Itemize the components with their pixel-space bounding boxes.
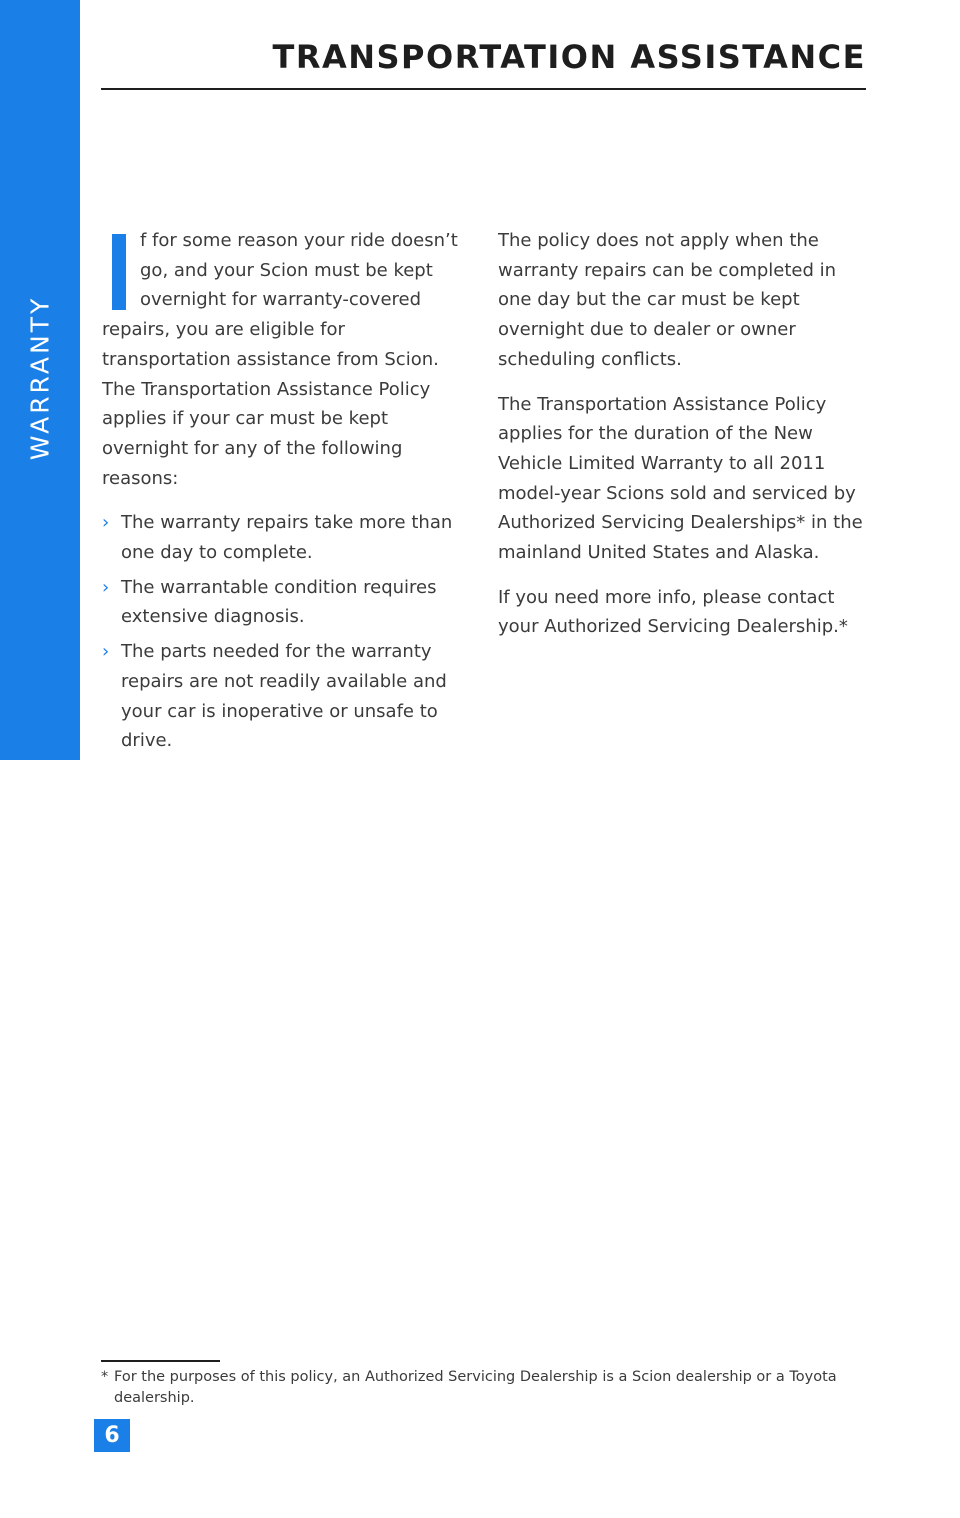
policy-duration-paragraph: The Transportation Assistance Policy applies for the duration of the New Vehicle Limited Warranty to all 2011 model-year Scions sold and serviced by Authorized Servicing Dealerships* in the mainland United States and Alaska.: [498, 393, 863, 564]
section-label: WARRANTY: [25, 295, 55, 461]
footnote-marker: *: [101, 1369, 109, 1385]
footnote: [101, 1367, 841, 1409]
list-item: [102, 637, 466, 756]
footnote-text: For the purposes of this policy, an Authorized Servicing Dealership is a Scion dealership or a Toyota dealership.: [114, 1369, 837, 1406]
right-column: [498, 226, 874, 657]
list-item-text: The warrantable condition requires extensive diagnosis.: [121, 576, 437, 628]
reasons-list: [102, 508, 466, 756]
list-item-text: The warranty repairs take more than one day to complete.: [121, 512, 453, 564]
chevron-right-icon: ›: [102, 641, 110, 663]
list-item: [102, 573, 466, 632]
contact-paragraph: If you need more info, please contact your Authorized Servicing Dealership.*: [498, 586, 848, 638]
list-item: [102, 508, 466, 567]
page-title: TRANSPORTATION ASSISTANCE: [272, 38, 866, 76]
chevron-right-icon: ›: [102, 576, 110, 598]
page-number: 6: [94, 1419, 130, 1452]
policy-exception-paragraph: The policy does not apply when the warranty repairs can be completed in one day but the car must be kept overnight due to dealer or owner scheduling conflicts.: [498, 230, 837, 370]
drop-cap-i-glyph: [112, 234, 126, 310]
left-column: [102, 226, 466, 761]
title-divider: [101, 88, 866, 90]
intro-paragraph: [102, 226, 466, 493]
intro-text: f for some reason your ride doesn’t go, and your Scion must be kept overnight for warranty-covered repairs, you are eligible for transportation assistance from Scion. The Transportation Assistance Policy applies if your car must be kept overnight for any of the following reasons:: [102, 230, 458, 489]
section-side-tab: [0, 0, 80, 760]
chevron-right-icon: ›: [102, 512, 110, 534]
footnote-divider: [101, 1360, 220, 1362]
list-item-text: The parts needed for the warranty repairs are not readily available and your car is inoperative or unsafe to drive.: [121, 641, 447, 752]
